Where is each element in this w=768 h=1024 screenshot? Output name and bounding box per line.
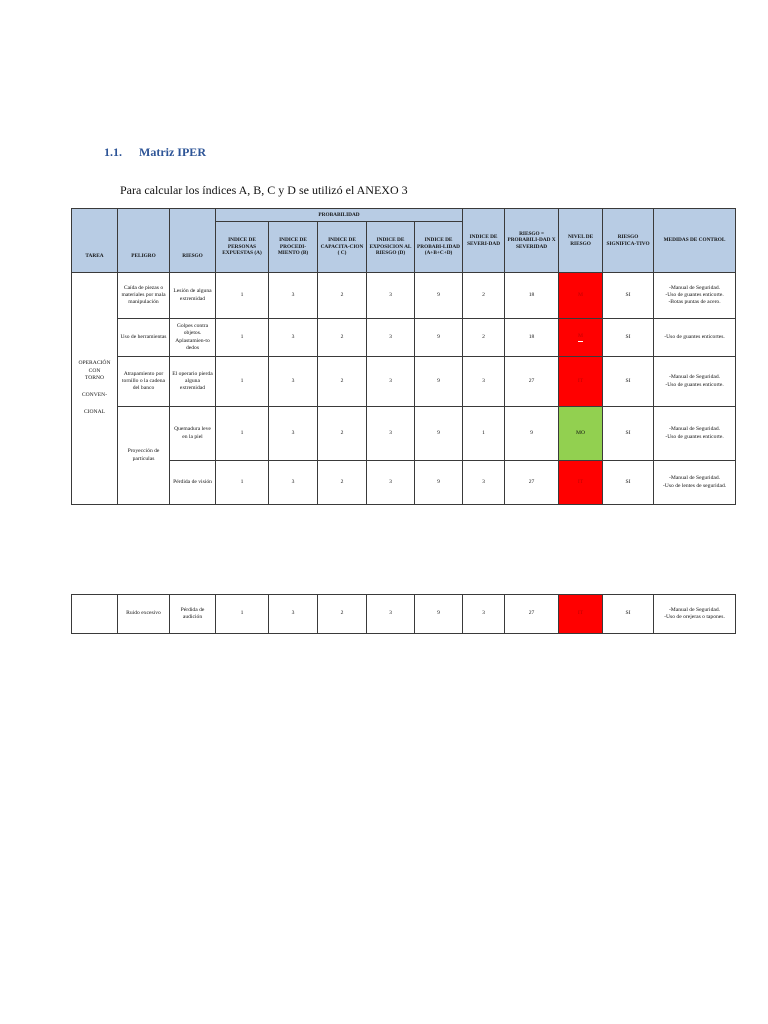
tarea-line: OPERACIÓN: [78, 360, 111, 367]
iper-matrix-continuation: [71, 594, 736, 634]
table-row: [72, 357, 736, 407]
table-row: [72, 407, 736, 461]
nivel-riesgo-cell: MO: [559, 407, 603, 461]
table-row: [72, 273, 736, 319]
severidad-cell: 3: [463, 461, 505, 505]
header-riesgo: RIESGO: [170, 209, 216, 273]
index-d-cell: 3: [367, 357, 415, 407]
index-d-cell: 3: [367, 595, 415, 634]
severidad-cell: 1: [463, 407, 505, 461]
severidad-cell: 3: [463, 595, 505, 634]
significativo-cell: SI: [603, 595, 654, 634]
index-a-cell: 1: [216, 461, 269, 505]
peligro-cell: Caída de piezas o materiales por mala manipulación: [118, 273, 170, 319]
index-d-cell: 3: [367, 273, 415, 319]
index-b-cell: 3: [269, 357, 318, 407]
medida-line: -Manual de Seguridad.: [668, 606, 721, 613]
index-b-cell: 3: [269, 319, 318, 357]
tarea-line: CIONAL: [83, 409, 106, 416]
table-row: [72, 595, 736, 634]
index-a-cell: 1: [216, 595, 269, 634]
index-a-cell: 1: [216, 273, 269, 319]
section-title: Matriz IPER: [139, 145, 206, 159]
header-peligro: PELIGRO: [118, 209, 170, 273]
severidad-cell: 2: [463, 273, 505, 319]
riesgo-cell: Pérdida de visión: [170, 461, 216, 505]
riesgo-calc-cell: 27: [505, 357, 559, 407]
severidad-cell: 2: [463, 319, 505, 357]
nivel-riesgo-cell: IT: [559, 357, 603, 407]
tarea-cell: [72, 273, 118, 505]
table-row: [72, 461, 736, 505]
header-index-b: INDICE DE PROCEDI-MIENTO (B): [269, 222, 318, 273]
nivel-riesgo-value: M: [578, 333, 583, 342]
riesgo-cell: El operario pierda alguna extremidad: [170, 357, 216, 407]
index-c-cell: 2: [318, 595, 367, 634]
index-a-cell: 1: [216, 407, 269, 461]
peligro-cell: Proyección de partículas: [118, 407, 170, 505]
index-b-cell: 3: [269, 461, 318, 505]
significativo-cell: SI: [603, 357, 654, 407]
peligro-cell: Ruido excesivo: [118, 595, 170, 634]
probabilidad-cell: 9: [415, 407, 463, 461]
header-medidas: MEDIDAS DE CONTROL: [654, 209, 736, 273]
header-probabilidad: PROBABILIDAD: [216, 209, 463, 222]
medidas-cell: [654, 407, 736, 461]
tarea-line: CON: [88, 367, 101, 374]
probabilidad-cell: 9: [415, 319, 463, 357]
index-b-cell: 3: [269, 595, 318, 634]
peligro-cell: Atrapamiento por tornillo o la cadena del banco: [118, 357, 170, 407]
header-nivel: NIVEL DE RIESGO: [559, 209, 603, 273]
intro-text: Para calcular los índices A, B, C y D se utilizó el ANEXO 3: [120, 183, 408, 197]
index-b-cell: 3: [269, 273, 318, 319]
index-c-cell: 2: [318, 273, 367, 319]
medida-line: -Uso de guantes enticorte.: [665, 433, 724, 440]
medidas-cell: [654, 461, 736, 505]
severidad-cell: 3: [463, 357, 505, 407]
header-index-c: INDICE DE CAPACITA-CION ( C): [318, 222, 367, 273]
nivel-riesgo-cell: IT: [559, 595, 603, 634]
peligro-cell: Uso de herramientas: [118, 319, 170, 357]
riesgo-calc-cell: 27: [505, 461, 559, 505]
table-row: [72, 319, 736, 357]
header-tarea: TAREA: [72, 209, 118, 273]
nivel-riesgo-cell: [559, 319, 603, 357]
riesgo-cell: Lesión de alguna extremidad: [170, 273, 216, 319]
index-d-cell: 3: [367, 461, 415, 505]
nivel-riesgo-cell: IT: [559, 461, 603, 505]
tarea-cell: [72, 595, 118, 634]
section-number: 1.1.: [104, 145, 122, 159]
medida-line: -Botas puntas de acero.: [668, 299, 721, 306]
header-riesgo-calc: RIESGO = PROBABILI-DAD X SEVERIDAD: [505, 209, 559, 273]
index-a-cell: 1: [216, 357, 269, 407]
index-c-cell: 2: [318, 407, 367, 461]
riesgo-cell: Golpes contra objetos. Aplastamien-to dedos: [170, 319, 216, 357]
significativo-cell: SI: [603, 319, 654, 357]
riesgo-cell: Quemadura leve en la piel: [170, 407, 216, 461]
medida-line: -Manual de Seguridad.: [668, 475, 721, 482]
probabilidad-cell: 9: [415, 357, 463, 407]
medidas-cell: [654, 595, 736, 634]
index-c-cell: 2: [318, 461, 367, 505]
header-significativo: RIESGO SIGNIFICA-TIVO: [603, 209, 654, 273]
header-severidad: INDICE DE SEVERI-DAD: [463, 209, 505, 273]
significativo-cell: SI: [603, 407, 654, 461]
riesgo-calc-cell: 18: [505, 273, 559, 319]
medidas-cell: [654, 357, 736, 407]
header-index-d: INDICE DE EXPOSICION AL RIESGO (D): [367, 222, 415, 273]
riesgo-calc-cell: 9: [505, 407, 559, 461]
medida-line: -Uso de lentes de seguridad.: [662, 482, 727, 489]
index-d-cell: 3: [367, 319, 415, 357]
iper-matrix-table: [71, 208, 736, 505]
medidas-cell: [654, 273, 736, 319]
index-c-cell: 2: [318, 319, 367, 357]
riesgo-calc-cell: 18: [505, 319, 559, 357]
section-heading: [104, 145, 206, 160]
significativo-cell: SI: [603, 273, 654, 319]
tarea-line: CONVEN-: [81, 392, 108, 399]
medidas-cell: -Uso de guantes enticortes.: [654, 319, 736, 357]
probabilidad-cell: 9: [415, 273, 463, 319]
header-probabilidad-index: INDICE DE PROBABI-LIDAD (A+B+C+D): [415, 222, 463, 273]
riesgo-calc-cell: 27: [505, 595, 559, 634]
probabilidad-cell: 9: [415, 461, 463, 505]
medida-line: -Manual de Seguridad.: [668, 374, 721, 381]
index-b-cell: 3: [269, 407, 318, 461]
medida-line: -Uso de orejeras o tapones.: [664, 614, 725, 620]
index-c-cell: 2: [318, 357, 367, 407]
medida-line: -Uso de guantes enticorte.: [665, 291, 724, 298]
riesgo-cell: Pérdida de audición: [170, 595, 216, 634]
tarea-line: TORNO: [84, 374, 105, 381]
index-d-cell: 3: [367, 407, 415, 461]
medida-line: -Uso de guantes enticorte.: [665, 381, 724, 388]
nivel-riesgo-cell: M: [559, 273, 603, 319]
index-a-cell: 1: [216, 319, 269, 357]
significativo-cell: SI: [603, 461, 654, 505]
probabilidad-cell: 9: [415, 595, 463, 634]
medida-line: -Manual de Seguridad.: [668, 426, 721, 433]
medida-line: -Manual de Seguridad.: [668, 284, 721, 291]
header-index-a: INDICE DE PERSONAS EXPUESTAS (A): [216, 222, 269, 273]
